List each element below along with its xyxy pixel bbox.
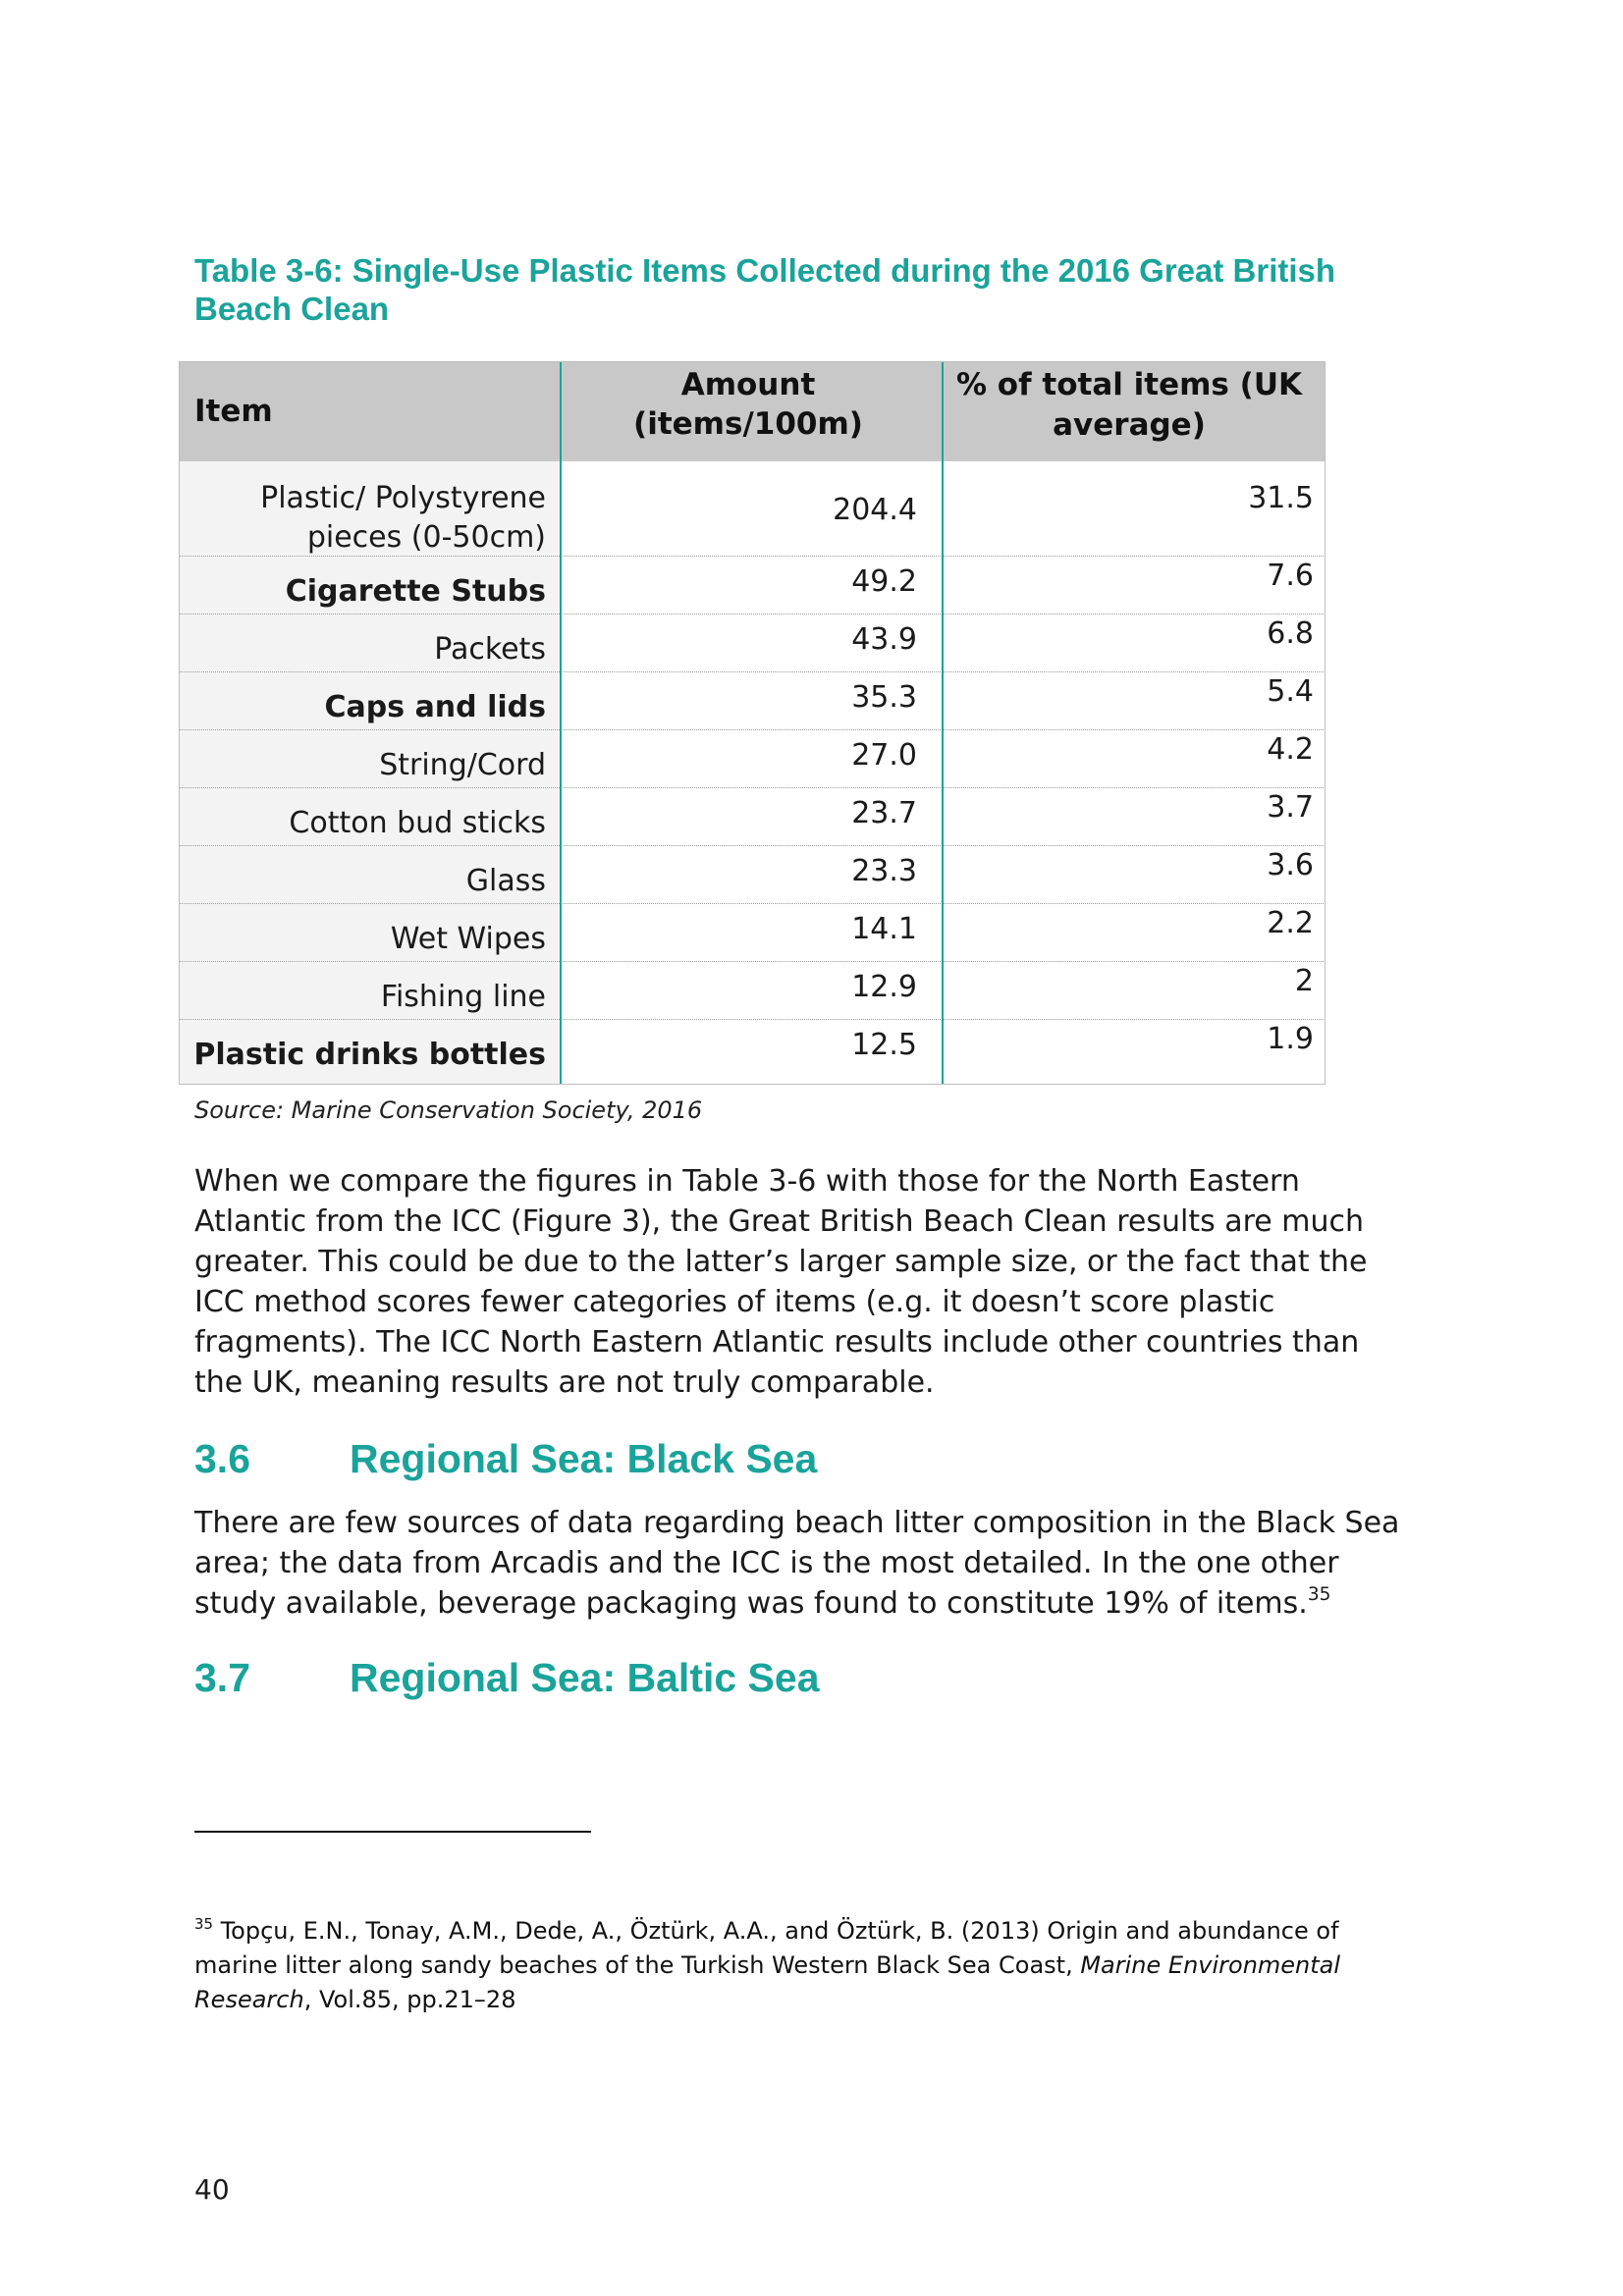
table-caption: Table 3-6: Single-Use Plastic Items Collected during the 2016 Great British Beach Clean <box>194 252 1336 327</box>
section-title: Regional Sea: Black Sea <box>350 1436 818 1481</box>
footnote-journal: Marine Environmental Research <box>194 1951 1341 2013</box>
cell-item: Plastic drinks bottles <box>193 1038 546 1072</box>
cell-amount: 27.0 <box>851 738 917 773</box>
header-item: Item <box>194 394 273 429</box>
cell-amount: 35.3 <box>851 680 917 715</box>
cell-percent: 2 <box>1294 964 1314 998</box>
cell-percent: 4.2 <box>1267 732 1314 767</box>
cell-amount: 23.3 <box>851 854 917 888</box>
footnote-text-end: , Vol.85, pp.21–28 <box>303 1986 516 2013</box>
header-amount: Amount (items/100m) <box>633 367 863 442</box>
page-number: 40 <box>194 2173 230 2206</box>
table-row <box>179 672 1325 730</box>
data-table <box>179 361 1325 1085</box>
table-row <box>179 614 1325 672</box>
cell-item: Wet Wipes <box>390 922 546 956</box>
cell-percent: 5.4 <box>1267 674 1314 709</box>
table-row <box>179 1020 1325 1085</box>
cell-percent: 31.5 <box>1248 481 1314 515</box>
cell-amount: 12.9 <box>851 970 917 1004</box>
cell-item: Cotton bud sticks <box>289 806 546 840</box>
cell-amount: 43.9 <box>851 622 917 657</box>
cell-item: String/Cord <box>379 748 546 782</box>
cell-percent: 1.9 <box>1267 1022 1314 1056</box>
table-source: Source: Marine Conservation Society, 2016 <box>194 1096 703 1124</box>
cell-amount: 14.1 <box>851 912 917 946</box>
table-row <box>179 846 1325 904</box>
black-sea-paragraph <box>194 1503 1412 1624</box>
footnote-reference[interactable]: 35 <box>1307 1584 1331 1606</box>
cell-percent: 6.8 <box>1267 616 1314 651</box>
cell-amount: 49.2 <box>851 564 917 599</box>
column-divider <box>560 361 562 1085</box>
table-row <box>179 461 1325 557</box>
section-title: Regional Sea: Baltic Sea <box>350 1655 820 1700</box>
cell-item: Glass <box>465 864 546 898</box>
cell-percent: 7.6 <box>1267 559 1314 593</box>
footnote-marker: 35 <box>194 1914 213 1933</box>
section-heading-black-sea <box>194 1436 817 1482</box>
cell-percent: 3.7 <box>1267 790 1314 825</box>
table-row <box>179 730 1325 788</box>
table-row <box>179 788 1325 846</box>
column-divider <box>942 361 944 1085</box>
cell-amount: 12.5 <box>851 1028 917 1062</box>
cell-item: Cigarette Stubs <box>285 574 546 609</box>
footnote-separator <box>194 1831 591 1833</box>
comparison-paragraph: When we compare the figures in Table 3-6 with those for the North Eastern Atlantic from the ICC (Figure 3), the Great British Beach Clean results are much greater. This could be due to the latter’s larger sample size, or the fact that the ICC method scores fewer categories of items (e.g. it doesn’t score plastic fragments). The ICC North Eastern Atlantic results include other countries than the UK, meaning results are not truly comparable. <box>194 1164 1368 1400</box>
cell-item: Caps and lids <box>324 690 546 724</box>
table-row <box>179 557 1325 614</box>
black-sea-text: There are few sources of data regarding beach litter composition in the Black Sea area; the data from Arcadis and the ICC is the most detailed. In the one other study available, beverage packaging was found to constitute 19% of items. <box>194 1506 1400 1621</box>
cell-percent: 2.2 <box>1267 906 1314 940</box>
cell-item: Plastic/ Polystyrene pieces (0-50cm) <box>260 481 546 555</box>
section-heading-baltic-sea <box>194 1655 820 1701</box>
cell-item: Fishing line <box>380 980 546 1014</box>
cell-amount: 23.7 <box>851 796 917 830</box>
cell-percent: 3.6 <box>1267 848 1314 882</box>
table-row <box>179 904 1325 962</box>
section-number: 3.7 <box>194 1655 250 1700</box>
section-number: 3.6 <box>194 1436 250 1481</box>
cell-amount: 204.4 <box>833 493 917 527</box>
footnote <box>194 1914 1412 2017</box>
header-percent: % of total items (UK average) <box>955 367 1303 443</box>
table-header <box>179 361 1325 461</box>
table-row <box>179 962 1325 1020</box>
cell-item: Packets <box>434 632 546 667</box>
footnote-text: Topçu, E.N., Tonay, A.M., Dede, A., Öztürk, A.A., and Öztürk, B. (2013) Origin and abundance of marine litter along sandy beaches of the Turkish Western Black Sea Coast, <box>194 1917 1339 1979</box>
